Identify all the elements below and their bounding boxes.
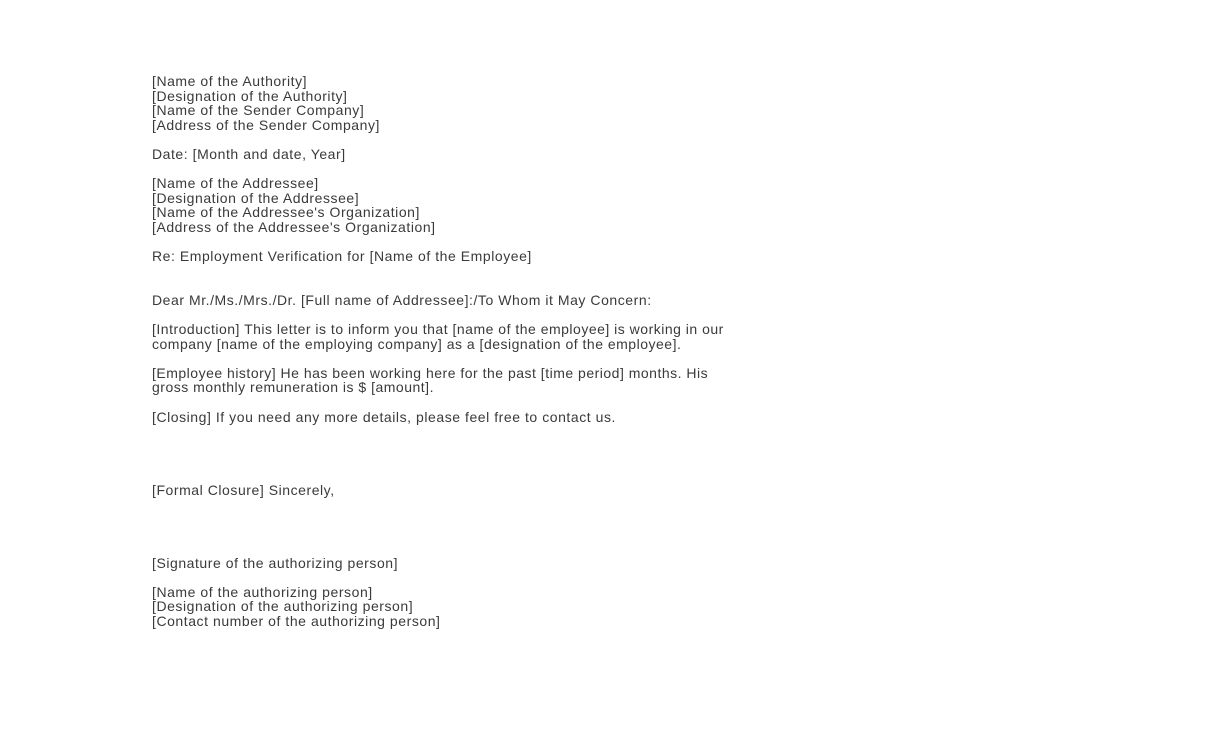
introduction-line: [Introduction] This letter is to inform you that [name of the employee] is working in our — [152, 321, 724, 338]
employee-history-paragraph — [152, 366, 1052, 395]
signatory-designation: [Designation of the authorizing person] — [152, 598, 414, 615]
sender-authority-designation: [Designation of the Authority] — [152, 87, 348, 104]
spacer — [152, 308, 1052, 323]
salutation: Dear Mr./Ms./Mrs./Dr. [Full name of Addressee]:/To Whom it May Concern: — [152, 291, 652, 308]
employee-history-line: [Employee history] He has been working here for the past [time period] months. His — [152, 364, 709, 381]
formal-closure: [Formal Closure] Sincerely, — [152, 481, 335, 498]
spacer — [152, 395, 1052, 410]
spacer — [152, 162, 1052, 177]
closing-paragraph: [Closing] If you need any more details, please feel free to contact us. — [152, 408, 616, 425]
sender-authority-name: [Name of the Authority] — [152, 73, 308, 89]
introduction-paragraph — [152, 322, 1052, 351]
signatory-name: [Name of the authorizing person] — [152, 583, 373, 600]
sender-company-address: [Address of the Sender Company] — [152, 116, 380, 133]
spacer — [152, 497, 1052, 555]
subject-line: Re: Employment Verification for [Name of the Employee] — [152, 248, 532, 265]
spacer — [152, 424, 1052, 482]
signatory-block — [152, 585, 1052, 629]
letter-date: Date: [Month and date, Year] — [152, 145, 346, 162]
signature-placeholder: [Signature of the authorizing person] — [152, 554, 399, 571]
addressee-block — [152, 176, 1052, 234]
signatory-contact-number: [Contact number of the authorizing person] — [152, 613, 441, 629]
addressee-organization-name: [Name of the Addressee's Organization] — [152, 204, 420, 221]
sender-block — [152, 74, 1052, 132]
introduction-line: company [name of the employing company] as a [designation of the employee]. — [152, 335, 682, 352]
spacer — [152, 235, 1052, 250]
spacer — [152, 264, 1052, 293]
employee-history-line: gross monthly remuneration is $ [amount]. — [152, 379, 434, 396]
sender-company-name: [Name of the Sender Company] — [152, 102, 365, 119]
spacer — [152, 351, 1052, 366]
addressee-organization-address: [Address of the Addressee's Organization] — [152, 218, 436, 235]
spacer — [152, 570, 1052, 585]
letter-document — [152, 74, 1052, 629]
addressee-designation: [Designation of the Addressee] — [152, 189, 360, 206]
spacer — [152, 132, 1052, 147]
addressee-name: [Name of the Addressee] — [152, 175, 319, 192]
